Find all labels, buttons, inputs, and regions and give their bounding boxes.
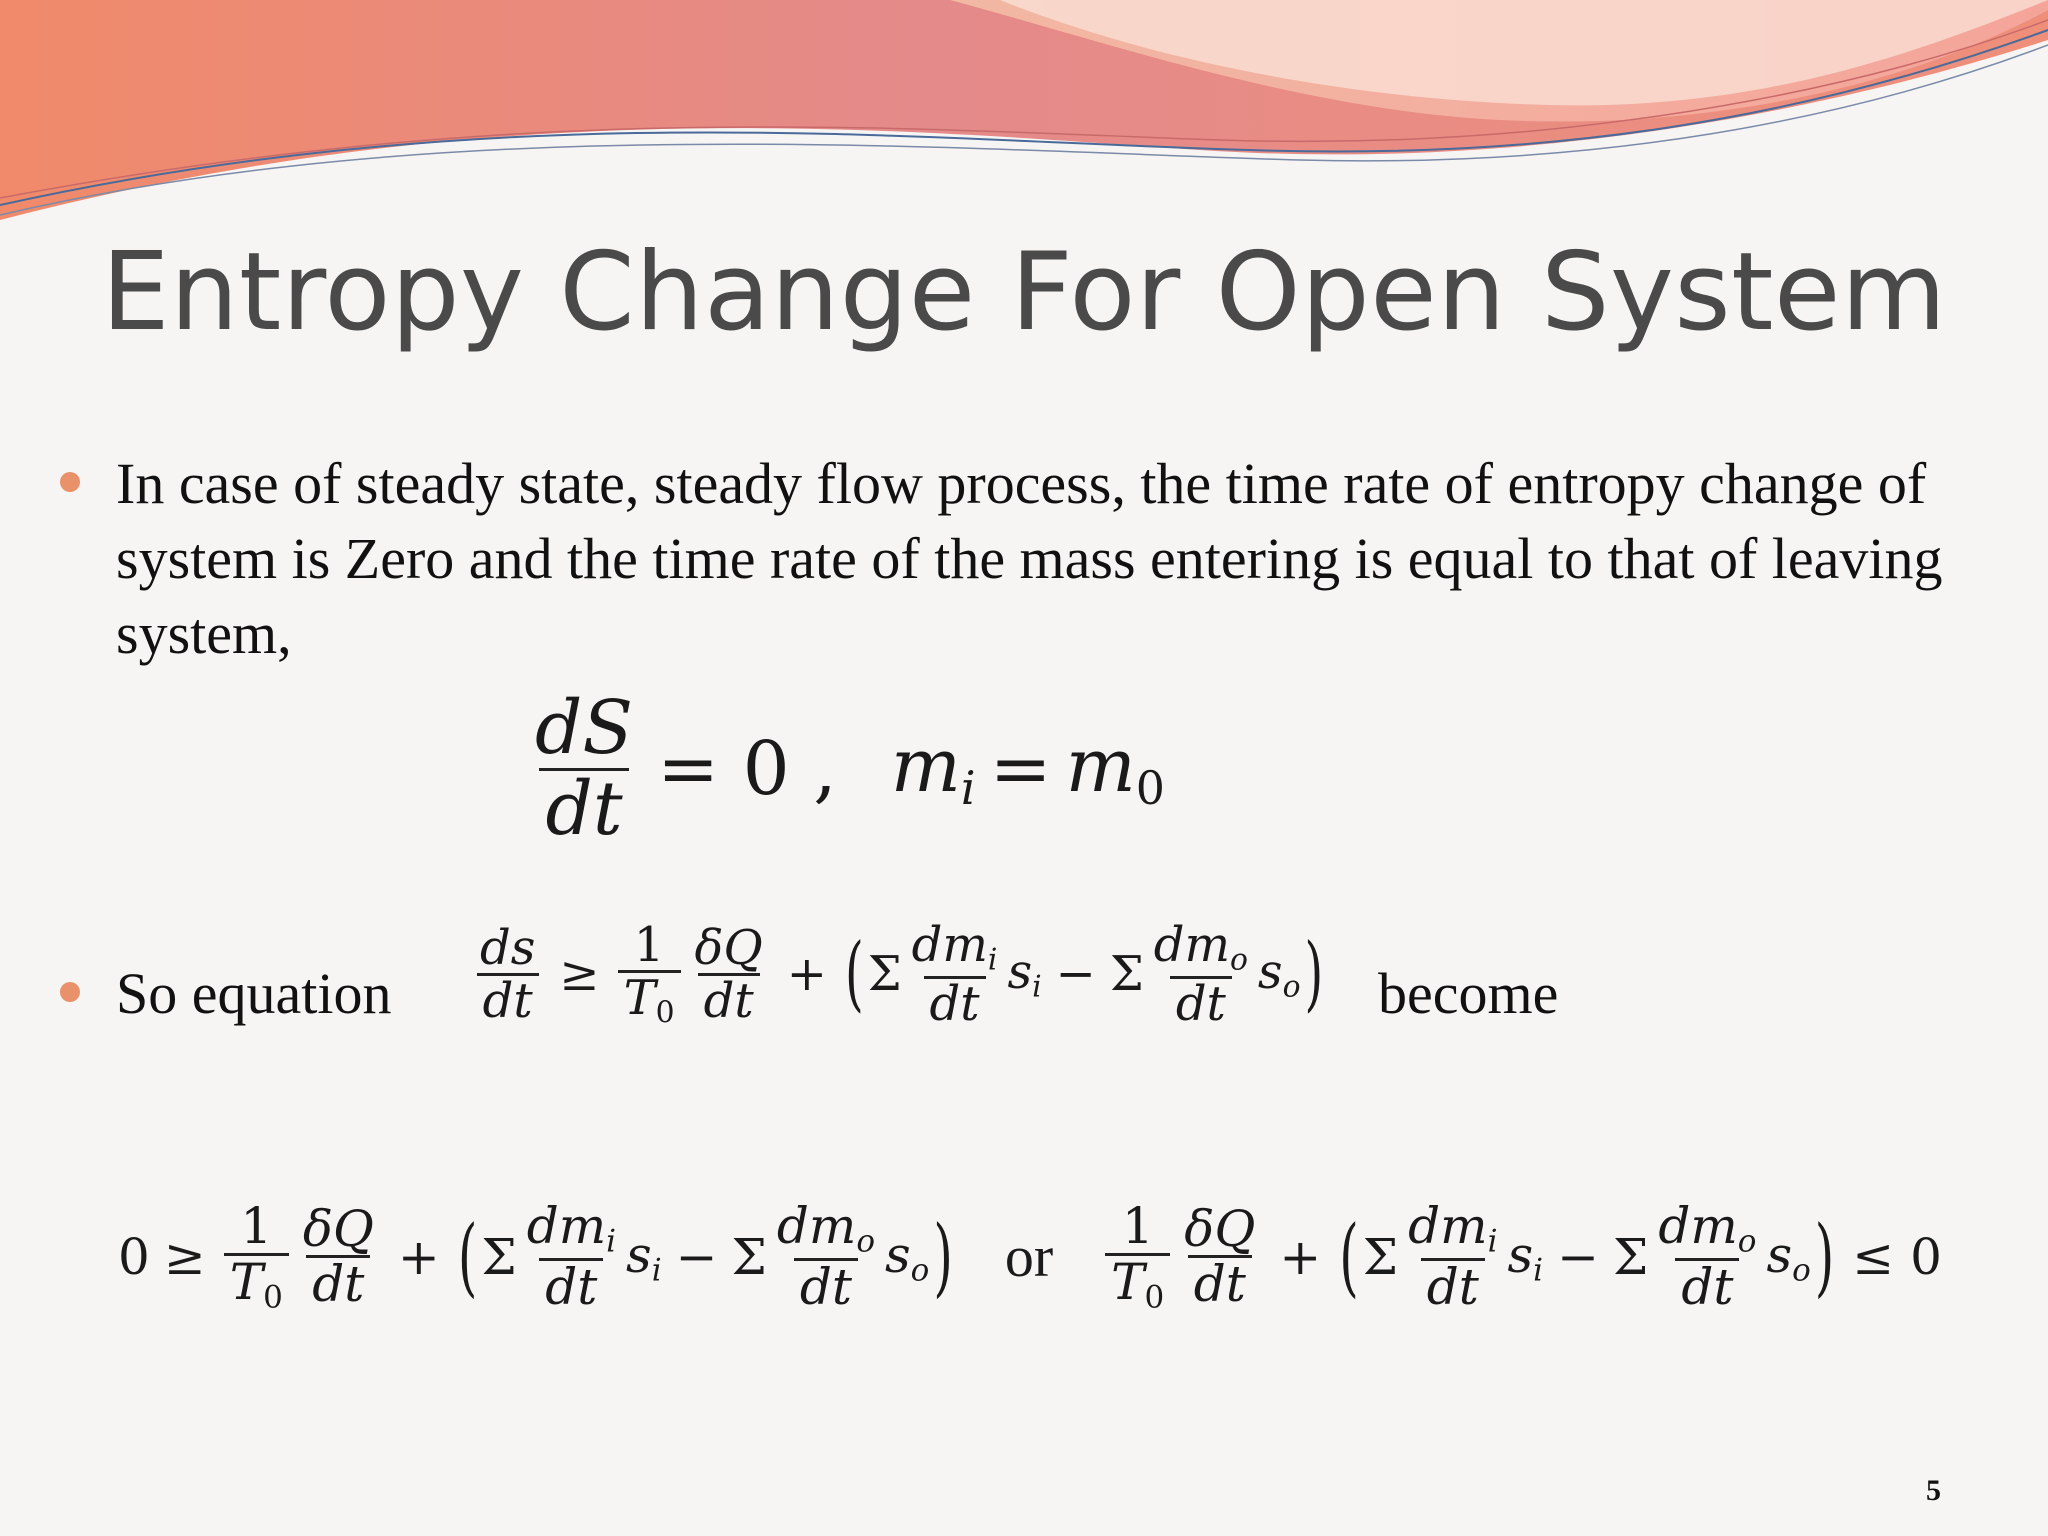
sigma: Σ	[867, 946, 902, 1003]
fraction-dmi-dt: $\frac{dm_i}{dt}$	[1408, 1197, 1498, 1317]
fraction-dS-dt	[529, 685, 639, 852]
ge-sign: ≥	[559, 946, 600, 1003]
bullet-icon	[60, 472, 80, 492]
ge-sign: ≥	[163, 1227, 206, 1286]
mass-in: $m_i$	[890, 723, 976, 816]
le-zero: ≤ 0	[1852, 1227, 1942, 1286]
equals-sign: =	[989, 726, 1052, 813]
equals-zero: = 0 ,	[657, 726, 837, 813]
s-i: $s_i$	[626, 1225, 662, 1289]
plus-sign: +	[397, 1227, 440, 1286]
fraction-dmo-dt: $\frac{dm_o}{dt}$	[1153, 917, 1248, 1032]
fraction-1-T0: $\frac{1}{T_0}$	[224, 1200, 289, 1314]
minus-sign: −	[1557, 1227, 1599, 1286]
left-paren: (	[1339, 1207, 1359, 1307]
s-o: $s_o$	[1257, 944, 1301, 1005]
left-paren: (	[457, 1207, 478, 1307]
fraction-1-T0: $\frac{1}{T_0}$	[618, 920, 681, 1029]
sigma: Σ	[731, 1227, 767, 1286]
right-paren: )	[1814, 1207, 1835, 1307]
minus-sign: −	[1055, 946, 1096, 1003]
fraction-dQ-dt: $\frac{\delta Q}{dt}$	[302, 1199, 374, 1314]
header-banner	[0, 0, 2048, 240]
denominator: dt	[539, 768, 628, 849]
sigma: Σ	[481, 1227, 517, 1286]
s-i: $s_i$	[1007, 944, 1042, 1005]
plus-sign: +	[1279, 1227, 1322, 1286]
fraction-dmi-dt: $\frac{dm_i}{dt}$	[911, 917, 998, 1032]
fraction-1-T0: $\frac{1}{T_0}$	[1105, 1200, 1170, 1314]
sigma: Σ	[1612, 1227, 1649, 1286]
equation-entropy-inequality	[470, 917, 1327, 1032]
bullet-icon	[60, 982, 80, 1002]
equation-steady-state	[525, 685, 1165, 852]
equation-result-left	[118, 1197, 1956, 1317]
fraction-dQ-dt: $\frac{\delta Q}{dt}$	[1184, 1199, 1256, 1314]
plus-sign: +	[786, 946, 827, 1003]
right-paren: )	[933, 1207, 953, 1307]
sigma: Σ	[1109, 946, 1144, 1003]
numerator: dS	[535, 685, 634, 771]
bullet-text-2: So equation	[116, 961, 392, 1026]
s-o: $s_o$	[884, 1225, 930, 1289]
fraction-dmo-dt: $\frac{dm_o}{dt}$	[1658, 1197, 1757, 1317]
left-paren: (	[845, 926, 864, 1023]
fraction-ds-dt: $\frac{ds}{dt}$	[474, 923, 541, 1027]
zero: 0	[118, 1227, 150, 1286]
page-number: 5	[1926, 1474, 1941, 1507]
s-i: $s_i$	[1507, 1225, 1544, 1289]
mass-out: $m_0$	[1065, 723, 1165, 816]
bullet-text-1: In case of steady state, steady flow process, the time rate of entropy change of system is Zero and the time rate of the mass entering is equal to that of leaving system,	[116, 451, 1943, 666]
s-o: $s_o$	[1766, 1225, 1811, 1289]
slide-title: Entropy Change For Open System	[101, 230, 1947, 355]
minus-sign: −	[675, 1227, 718, 1286]
or-word: or	[1004, 1224, 1054, 1290]
right-paren: )	[1304, 926, 1324, 1023]
fraction-dmo-dt: $\frac{dm_o}{dt}$	[776, 1197, 875, 1317]
fraction-dmi-dt: $\frac{dm_i}{dt}$	[526, 1197, 617, 1317]
sigma: Σ	[1362, 1227, 1399, 1286]
become-word: become	[1378, 961, 1559, 1026]
fraction-dQ-dt: $\frac{\delta Q}{dt}$	[694, 919, 763, 1029]
